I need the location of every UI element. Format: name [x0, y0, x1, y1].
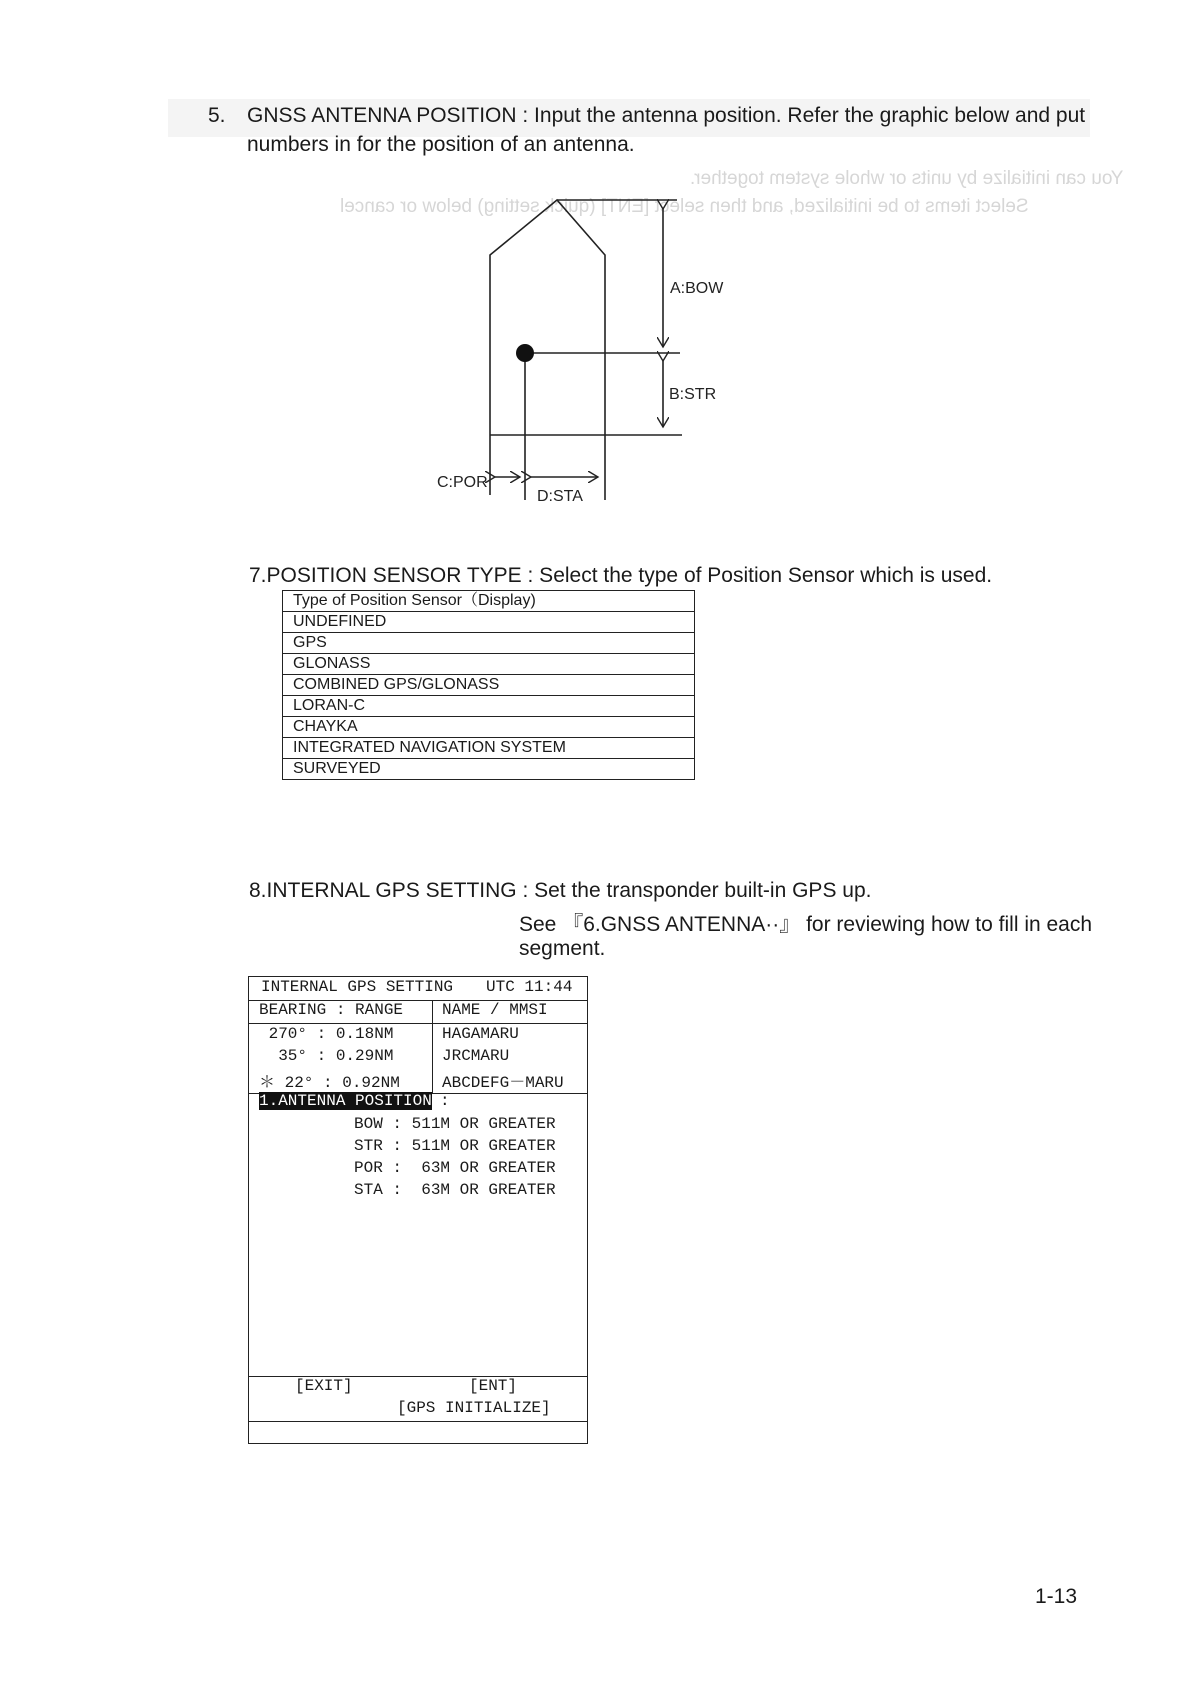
ghost-text-line2: Select items to be initialized, and then select [ENT] (quick setting) below or cancel: [340, 196, 1029, 217]
section-8-title: 8.INTERNAL GPS SETTING : Set the transponder built-in GPS up.: [249, 879, 872, 902]
target-bearing: ＊ 22° : 0.92NM: [259, 1074, 400, 1092]
table-header: Type of Position Sensor（Display): [283, 591, 695, 612]
target-name: HAGAMARU: [442, 1025, 519, 1043]
target-bearing: 35° : 0.29NM: [259, 1047, 394, 1065]
antenna-position-dot: [516, 344, 534, 362]
page-number: 1-13: [1035, 1585, 1078, 1608]
str-value: STR : 511M OR GREATER: [354, 1137, 556, 1155]
utc-time: UTC 11:44: [486, 978, 573, 996]
exit-button[interactable]: [EXIT]: [295, 1377, 353, 1395]
screen-title: INTERNAL GPS SETTING: [261, 978, 454, 996]
bearing-range-header: BEARING : RANGE: [259, 1001, 404, 1019]
section-5-text-line1: GNSS ANTENNA POSITION : Input the antenna position. Refer the graphic below and put: [247, 104, 1086, 127]
section-5-text-line2: numbers in for the position of an antenna.: [247, 133, 635, 156]
table-row: SURVEYED: [283, 759, 695, 780]
antenna-position-menu-item[interactable]: 1.ANTENNA POSITION: [259, 1092, 432, 1110]
bow-label: A:BOW: [670, 280, 724, 297]
table-row: CHAYKA: [283, 717, 695, 738]
menu-item-colon: :: [440, 1092, 450, 1110]
position-sensor-table: [282, 590, 695, 780]
section-5-number: 5.: [208, 104, 226, 127]
table-row: GPS: [283, 633, 695, 654]
ship-outline: [490, 200, 605, 435]
ghost-text-line1: You can initialize by units or whole system together.: [690, 168, 1124, 189]
table-row: LORAN-C: [283, 696, 695, 717]
antenna-position-diagram: [420, 195, 750, 515]
gps-initialize-button[interactable]: [GPS INITIALIZE]: [397, 1399, 551, 1417]
name-mmsi-header: NAME / MMSI: [442, 1001, 548, 1019]
por-label: C:POR: [437, 474, 488, 491]
table-row: INTEGRATED NAVIGATION SYSTEM: [283, 738, 695, 759]
table-row: UNDEFINED: [283, 612, 695, 633]
target-name: JRCMARU: [442, 1047, 510, 1065]
bow-value: BOW : 511M OR GREATER: [354, 1115, 556, 1133]
str-label: B:STR: [669, 386, 717, 403]
sta-value: STA : 63M OR GREATER: [354, 1181, 556, 1199]
target-bearing: 270° : 0.18NM: [259, 1025, 394, 1043]
ent-button[interactable]: [ENT]: [469, 1377, 518, 1395]
sta-label: D:STA: [537, 488, 583, 505]
table-row: COMBINED GPS/GLONASS: [283, 675, 695, 696]
section-8-reference: See 『6.GNSS ANTENNA··』 for reviewing how to fill in each: [519, 913, 1093, 936]
section-8-reference-cont: segment.: [519, 937, 606, 960]
table-row: GLONASS: [283, 654, 695, 675]
internal-gps-setting-screen: [248, 976, 588, 1444]
por-value: POR : 63M OR GREATER: [354, 1159, 556, 1177]
target-name: ABCDEFG－MARU: [442, 1074, 564, 1092]
section-7-title: 7.POSITION SENSOR TYPE : Select the type of Position Sensor which is used.: [249, 564, 993, 587]
